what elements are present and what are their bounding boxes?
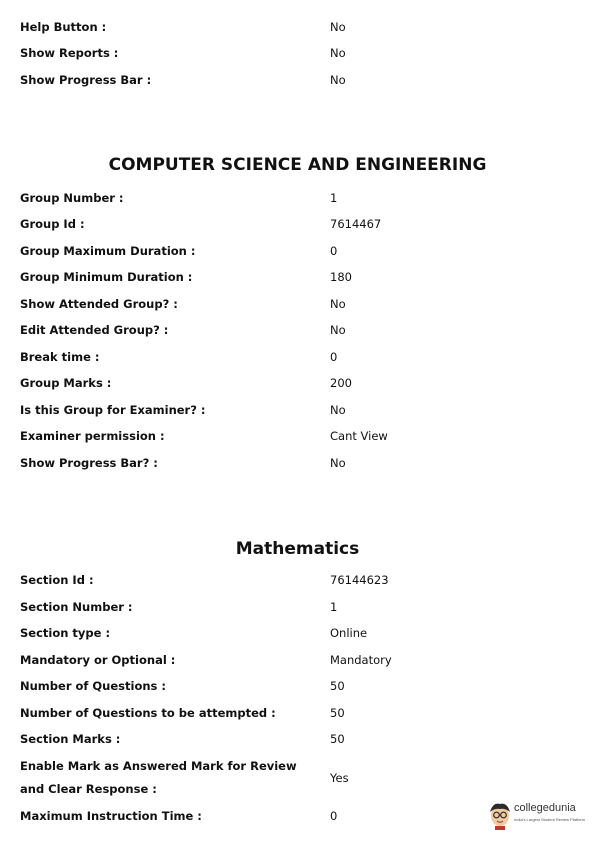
field-value: 0 (330, 809, 338, 823)
field-row (20, 728, 575, 750)
field-row (20, 213, 575, 235)
brand-name: collegedunia (514, 802, 576, 814)
field-row (20, 42, 575, 64)
field-value: No (330, 456, 346, 470)
field-row (20, 425, 575, 447)
field-label: Break time : (20, 350, 100, 364)
field-label: Mandatory or Optional : (20, 653, 176, 667)
field-value: Yes (330, 771, 349, 785)
section-title: Mathematics (235, 539, 360, 559)
field-label: Group Maximum Duration : (20, 244, 196, 258)
field-label: Help Button : (20, 20, 107, 34)
field-label: Group Id : (20, 217, 85, 231)
field-label: Enable Mark as Answered Mark for Review and Clear Response : (20, 759, 297, 796)
field-row (20, 399, 575, 421)
field-label: Section type : (20, 626, 111, 640)
field-value: No (330, 46, 346, 60)
field-row (20, 649, 575, 671)
field-label: Maximum Instruction Time : (20, 809, 202, 823)
field-label: Group Number : (20, 191, 124, 205)
field-value: 7614467 (330, 217, 382, 231)
field-value: No (330, 73, 346, 87)
field-value: 0 (330, 350, 338, 364)
field-label: Number of Questions to be attempted : (20, 706, 276, 720)
field-row (20, 569, 575, 591)
collegedunia-logo (487, 800, 587, 830)
field-value: 1 (330, 600, 338, 614)
field-value: 180 (330, 270, 352, 284)
field-row (20, 187, 575, 209)
field-value: 200 (330, 376, 352, 390)
field-row (20, 702, 575, 724)
field-value: No (330, 403, 346, 417)
field-label: Section Number : (20, 600, 133, 614)
field-row (20, 675, 575, 697)
field-label: Number of Questions : (20, 679, 166, 693)
field-label: Group Minimum Duration : (20, 270, 193, 284)
brand-tagline: India's Largest Student Review Platform (514, 817, 586, 822)
field-row (20, 452, 575, 474)
field-label: Show Progress Bar? : (20, 456, 158, 470)
field-value: 76144623 (330, 573, 389, 587)
field-label: Show Reports : (20, 46, 119, 60)
field-value: 50 (330, 732, 345, 746)
field-label: Show Attended Group? : (20, 297, 178, 311)
field-row (20, 293, 575, 315)
field-value: No (330, 20, 346, 34)
mascot-icon (487, 800, 513, 830)
field-value: No (330, 297, 346, 311)
field-label: Group Marks : (20, 376, 112, 390)
field-row (20, 240, 575, 262)
field-label: Section Id : (20, 573, 94, 587)
field-label: Show Progress Bar : (20, 73, 152, 87)
field-value: Cant View (330, 429, 388, 443)
group-title: COMPUTER SCIENCE AND ENGINEERING (108, 155, 487, 175)
field-row (20, 346, 575, 368)
field-row (20, 16, 575, 38)
field-value: Mandatory (330, 653, 392, 667)
field-value: No (330, 323, 346, 337)
field-row (20, 596, 575, 618)
field-label: Section Marks : (20, 732, 121, 746)
field-label: Edit Attended Group? : (20, 323, 169, 337)
field-value: Online (330, 626, 368, 640)
field-label: Is this Group for Examiner? : (20, 403, 206, 417)
field-row (20, 622, 575, 644)
field-value: 1 (330, 191, 338, 205)
field-row (20, 69, 575, 91)
field-row (20, 266, 575, 288)
field-value: 0 (330, 244, 338, 258)
field-value: 50 (330, 706, 345, 720)
field-row (20, 319, 575, 341)
field-row (20, 372, 575, 394)
field-row (20, 755, 575, 801)
field-value: 50 (330, 679, 345, 693)
field-label: Examiner permission : (20, 429, 165, 443)
